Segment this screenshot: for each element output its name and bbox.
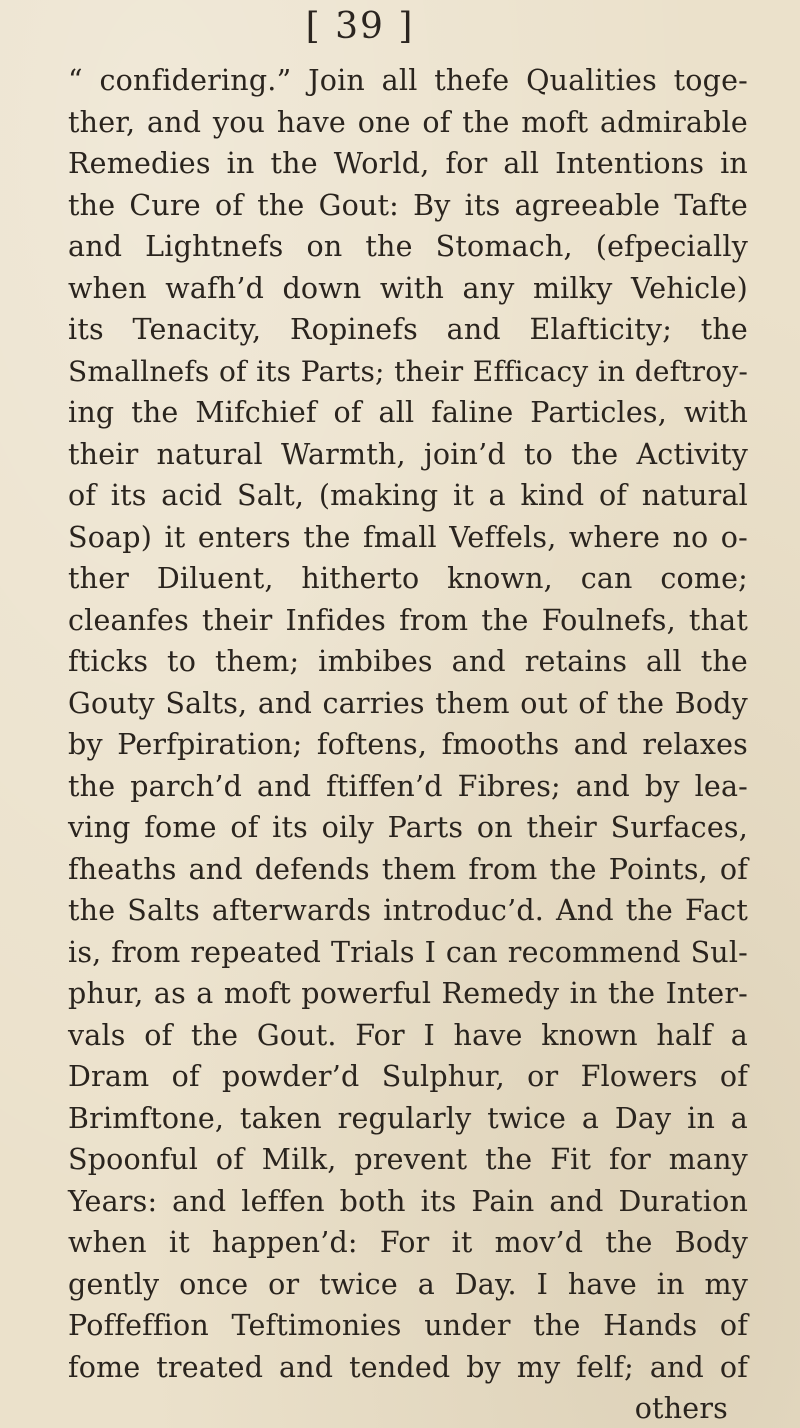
- text-line: ther, and you have one of the moft admirable: [68, 105, 748, 139]
- text-line: Remedies in the World, for all Intentions in: [68, 147, 748, 180]
- text-line: cleanfes their Infides from the Foulnefs, that: [68, 603, 748, 637]
- text-line: their natural Warmth, join’d to the Activity: [68, 437, 748, 471]
- text-line: is, from repeated Trials I can recommend Sul-: [68, 935, 748, 969]
- text-line: Gouty Salts, and carries them out of the Body: [68, 686, 748, 720]
- page-number: [ 39 ]: [305, 6, 415, 47]
- text-line: its Tenacity, Ropinefs and Elafticity; the: [68, 313, 748, 346]
- text-line: gently once or twice a Day. I have in my: [68, 1267, 748, 1301]
- text-line: ther Diluent, hitherto known, can come;: [68, 562, 748, 595]
- text-line: others: [634, 1392, 728, 1425]
- body-text: [68, 60, 748, 1428]
- text-line: fticks to them; imbibes and retains all the: [68, 645, 748, 678]
- text-line: Soap) it enters the fmall Veffels, where no o-: [68, 520, 748, 554]
- text-line: phur, as a moft powerful Remedy in the Inter-: [68, 977, 748, 1010]
- text-line: ing the Mifchief of all faline Particles, with: [68, 396, 748, 429]
- text-line: the Salts afterwards introduc’d. And the Fact: [68, 894, 748, 927]
- text-line: “ confidering.” Join all thefe Qualities toge-: [68, 64, 748, 97]
- text-line: Smallnefs of its Parts; their Efficacy in deftroy-: [68, 354, 748, 388]
- text-line: fheaths and defends them from the Points, of: [68, 852, 748, 886]
- text-line: ving fome of its oily Parts on their Surfaces,: [68, 811, 748, 844]
- text-line: when it happen’d: For it mov’d the Body: [68, 1226, 748, 1259]
- text-line: Dram of powder’d Sulphur, or Flowers of: [68, 1060, 748, 1093]
- text-line: Spoonful of Milk, prevent the Fit for many: [68, 1143, 748, 1176]
- text-line: Poffeffion Teftimonies under the Hands of: [68, 1309, 748, 1342]
- text-line: fome treated and tended by my felf; and of: [68, 1350, 748, 1384]
- text-line: of its acid Salt, (making it a kind of natural: [68, 479, 748, 512]
- text-line: and Lightnefs on the Stomach, (efpecially: [68, 230, 748, 263]
- text-line: Brimftone, taken regularly twice a Day in a: [68, 1101, 748, 1135]
- text-line: the parch’d and ftiffen’d Fibres; and by lea-: [68, 769, 748, 803]
- text-line: Years: and leffen both its Pain and Duration: [68, 1184, 748, 1218]
- text-line: when wafh’d down with any milky Vehicle): [68, 271, 748, 305]
- text-line: vals of the Gout. For I have known half a: [68, 1018, 748, 1052]
- text-line: the Cure of the Gout: By its agreeable Tafte: [68, 188, 748, 222]
- text-line: by Perfpiration; foftens, fmooths and relaxes: [68, 728, 748, 761]
